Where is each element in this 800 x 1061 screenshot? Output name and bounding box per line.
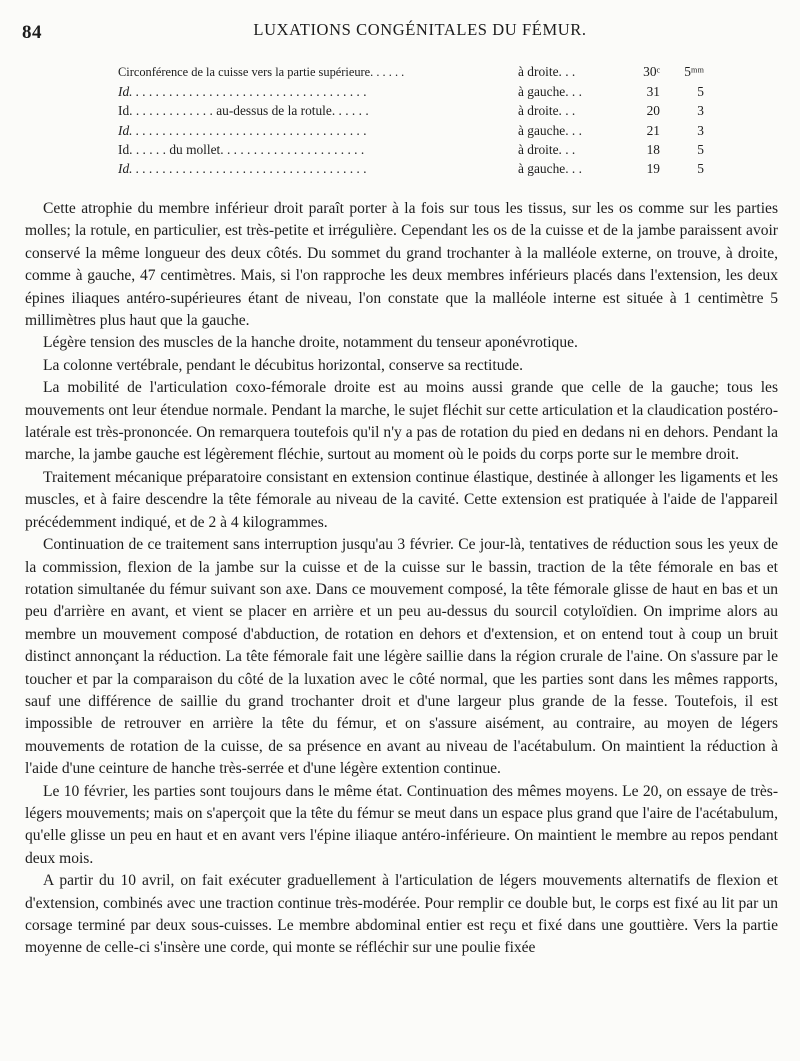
- measurement-value: 20: [646, 103, 660, 119]
- measurement-side: à droite. . .: [518, 103, 576, 119]
- page-number: 84: [22, 22, 42, 43]
- measurement-table: [118, 62, 704, 178]
- measurement-side: à gauche. . .: [518, 122, 582, 138]
- paragraph-february: Le 10 février, les parties sont toujours dans le même état. Continuation des mêmes moyens. Le 20, on essaye de très-légers mouvements; mais on s'aperçoit que la tête du fémur se meut dans un espace plus grand que l'aire de l'acétabulum, qu'elle glisse un peu en haut et en avant vers l'épine iliaque antéro-inférieure. On maintient le membre au repos pendant deux mois.: [25, 782, 778, 867]
- paragraph-reduction: Continuation de ce traitement sans interruption jusqu'au 3 février. Ce jour-là, tentatives de réduction sous les yeux de la commission, flexion de la jambe sur la cuisse et de la cuisse sur le bassin, traction de la tête fémorale en bas et rotation simultanée du fémur suivant son axe. Dans ce mouvement composé, la tête fémorale glisse de haut en bas et un peu d'arrière en avant, et vient se placer en arrière et un peu au-dessus du sourcil cotyloïdien. On imprime alors au membre un mouvement composé d'abduction, de rotation en dehors et d'extension, et on entend tout à coup un bruit distinct annonçant la réduction. La tête fémorale fait une légère saillie dans la région crurale de l'aine. On s'assure par le toucher et par la comparaison du côté de la luxation avec le côté normal, que les parties sont dans les mêmes rapports, sauf une différence de saillie du grand trochanter droit et d'une largeur plus grande de la fesse. Toutefois, il est impossible de retrouver en arrière la tête du fémur, et on s'assure aisément, au contraire, au moyen de légers mouvements de rotation de la cuisse, de sa présence en avant au niveau de l'acétabulum. On maintient la réduction à l'aide d'une ceinture de hanche très-serrée et d'une légère extention continue.: [25, 536, 778, 778]
- measurement-mm: 5ᵐᵐ: [684, 64, 704, 79]
- measurement-value: 31: [646, 84, 660, 100]
- measurement-row: [118, 140, 704, 159]
- measurement-value: 30ᶜ: [643, 64, 660, 79]
- body-text: [25, 198, 778, 960]
- measurement-side: à droite. . .: [518, 141, 576, 157]
- measurement-label: Id. . . . . . du mollet. . . . . . . . . . . . . . . . . . . . . .: [118, 141, 365, 157]
- measurement-mm: 3: [697, 122, 704, 138]
- measurement-row: [118, 159, 704, 178]
- measurement-label: Id. . . . . . . . . . . . . au-dessus de la rotule. . . . . .: [118, 103, 369, 119]
- measurement-mm: 5: [697, 84, 704, 100]
- measurement-label: Id. . . . . . . . . . . . . . . . . . . . . . . . . . . . . . . . . . . .: [118, 161, 367, 177]
- measurement-value: 21: [646, 122, 660, 138]
- measurement-side: à gauche. . .: [518, 161, 582, 177]
- measurement-label: Id. . . . . . . . . . . . . . . . . . . . . . . . . . . . . . . . . . . .: [118, 122, 367, 138]
- paragraph-spine: La colonne vertébrale, pendant le décubitus horizontal, conserve sa rectitude.: [43, 356, 524, 374]
- measurement-row: [118, 121, 704, 140]
- paragraph-april: A partir du 10 avril, on fait exécuter graduellement à l'articulation de légers mouvements alternatifs de flexion et d'extension, combinés avec une traction continue très-modérée. Pour remplir ce double but, le corps est fixé au lit par un corsage terminé par deux sous-cuisses. Le membre abdominal entier est reçu et fixé dans une gouttière. Vers la partie moyenne de celle-ci s'insère une corde, qui monte se réfléchir sur une poulie fixée: [25, 872, 778, 957]
- paragraph-mobility: La mobilité de l'articulation coxo-fémorale droite est au moins aussi grande que celle de la gauche; tous les mouvements ont leur étendue normale. Pendant la marche, le sujet fléchit sur cette articulation et la claudication postéro-latérale est très-prononcée. On remarquera toutefois qu'il n'y a pas de rotation du pied en dedans ni en dehors. Pendant la marche, la jambe gauche est légèrement fléchie, surtout au moment où le poids du corps porte sur le membre droit.: [25, 379, 778, 464]
- paragraph-treatment: Traitement mécanique préparatoire consistant en extension continue élastique, destinée à allonger les ligaments et les muscles, et à faire descendre la tête fémorale au niveau de la cavité. Cette extension est pratiquée à l'aide de l'appareil précédemment indiqué, et de 2 à 4 kilogrammes.: [25, 468, 778, 531]
- running-title: LUXATIONS CONGÉNITALES DU FÉMUR.: [253, 20, 587, 39]
- measurement-row: [118, 101, 704, 120]
- measurement-row: [118, 62, 704, 82]
- measurement-row: [118, 82, 704, 101]
- paragraph-atrophy: Cette atrophie du membre inférieur droit paraît porter à la fois sur tous les tissus, sur les os comme sur les parties molles; la rotule, en particulier, est très-petite et irrégulière. Cependant les os de la cuisse et de la jambe paraissent avoir conservé la même longueur des deux côtés. Du sommet du grand trochanter à la malléole externe, on trouve, à droite, comme à gauche, 47 centimètres. Mais, si l'on rapproche les deux membres inférieurs placés dans l'extension, les deux épines iliaques antéro-supérieures étant de niveau, l'on constate que la malléole interne est située à 1 centimètre 5 millimètres plus haut que la gauche.: [25, 200, 778, 330]
- measurement-value: 19: [646, 161, 660, 177]
- measurement-mm: 5: [697, 141, 704, 157]
- measurement-mm: 3: [697, 103, 704, 119]
- measurement-mm: 5: [697, 161, 704, 177]
- measurement-value: 18: [646, 141, 660, 157]
- measurement-label: Id. . . . . . . . . . . . . . . . . . . . . . . . . . . . . . . . . . . .: [118, 84, 367, 100]
- measurement-label: Circonférence de la cuisse vers la partie supérieure. . . . . .: [118, 65, 405, 79]
- measurement-side: à gauche. . .: [518, 84, 582, 100]
- measurement-side: à droite. . .: [518, 64, 576, 79]
- paragraph-tension: Légère tension des muscles de la hanche droite, notamment du tenseur aponévrotique.: [43, 334, 578, 352]
